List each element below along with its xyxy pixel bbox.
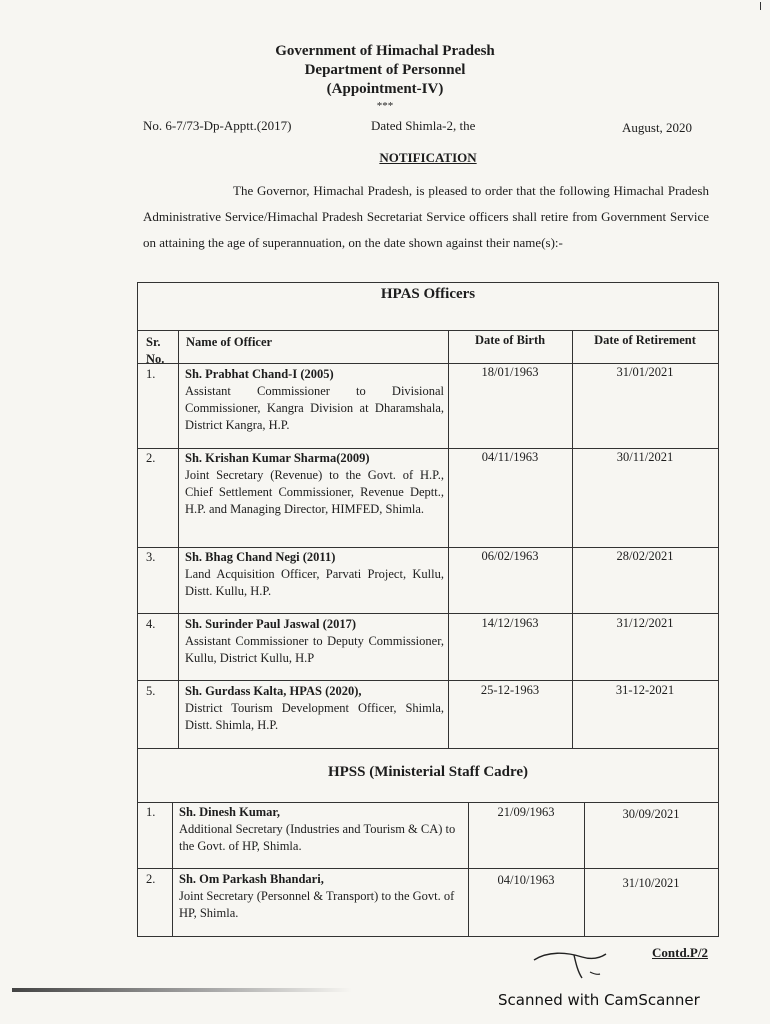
continued-note: Contd.P/2 xyxy=(652,945,708,960)
scan-edge-shadow xyxy=(12,988,352,992)
dated-place: Dated Shimla-2, the xyxy=(371,118,476,133)
officer-designation: Assistant Commissioner to Deputy Commissioner, Kullu, District Kullu, H.P xyxy=(185,634,444,665)
column-header-name: Name of Officer xyxy=(186,335,273,349)
column-header-dob: Date of Birth xyxy=(474,333,546,347)
date-of-birth: 04/11/1963 xyxy=(481,450,539,464)
officer-name: Sh. Surinder Paul Jaswal (2017) xyxy=(185,617,356,631)
column-header-dor: Date of Retirement xyxy=(594,333,696,347)
header-stars: *** xyxy=(376,100,394,112)
table-rule xyxy=(468,802,469,936)
section-title-hpas: HPAS Officers xyxy=(380,286,476,302)
officer-name: Sh. Om Parkash Bhandari, xyxy=(179,872,324,886)
table-rule xyxy=(138,868,718,869)
table-rule xyxy=(172,802,173,936)
date-of-retirement: 28/02/2021 xyxy=(616,549,674,563)
notification-body xyxy=(143,178,709,256)
officer-name: Sh. Prabhat Chand-I (2005) xyxy=(185,367,334,381)
officer-designation: Additional Secretary (Industries and Tourism & CA) to the Govt. of HP, Shimla. xyxy=(179,822,456,853)
officer-designation: Assistant Commissioner to Divisional Commissioner, Kangra Division at Dharamshala, District Kangra, H.P. xyxy=(185,384,444,432)
row-sr: 2. xyxy=(146,451,156,465)
officer-name: Sh. Bhag Chand Negi (2011) xyxy=(185,550,336,564)
date-of-retirement: 30/09/2021 xyxy=(622,807,680,821)
table-rule xyxy=(138,680,718,681)
dated-month: August, 2020 xyxy=(622,120,693,135)
table-rule xyxy=(138,330,718,331)
column-header-sr-no: Sr. No. xyxy=(146,335,165,366)
date-of-retirement: 31/01/2021 xyxy=(616,365,674,379)
header-line-branch: (Appointment-IV) xyxy=(326,81,444,97)
reference-number: No. 6-7/73-Dp-Apptt.(2017) xyxy=(143,118,292,133)
officers-table xyxy=(137,282,719,937)
notification-body-text: The Governor, Himachal Pradesh, is pleased to order that the following Himachal Pradesh Administrative Service/Himachal Pradesh Secretariat Service officers shall retire from Government Service on attaining the age of superannuation, on the date shown against their name(s):- xyxy=(143,183,709,250)
date-of-retirement: 31/10/2021 xyxy=(622,876,680,890)
officer-designation: District Tourism Development Officer, Shimla, Distt. Shimla, H.P. xyxy=(185,701,444,732)
row-sr: 1. xyxy=(146,805,156,819)
header-line-government: Government of Himachal Pradesh xyxy=(275,43,495,59)
date-of-birth: 04/10/1963 xyxy=(497,873,555,887)
table-rule xyxy=(138,802,718,803)
officer-designation: Land Acquisition Officer, Parvati Project, Kullu, Distt. Kullu, H.P. xyxy=(185,567,444,598)
officer-name: Sh. Krishan Kumar Sharma(2009) xyxy=(185,451,370,465)
header-line-department: Department of Personnel xyxy=(304,62,466,78)
officer-name: Sh. Gurdass Kalta, HPAS (2020), xyxy=(185,684,362,698)
date-of-retirement: 31-12-2021 xyxy=(615,683,675,697)
officer-name: Sh. Dinesh Kumar, xyxy=(179,805,280,819)
scan-edge-mark xyxy=(760,2,761,10)
date-of-retirement: 31/12/2021 xyxy=(616,616,674,630)
notification-title: NOTIFICATION xyxy=(379,150,477,165)
camscanner-watermark: Scanned with CamScanner xyxy=(498,991,700,1009)
signature xyxy=(530,948,610,982)
row-sr: 1. xyxy=(146,367,156,381)
table-rule xyxy=(178,330,179,748)
date-of-retirement: 30/11/2021 xyxy=(616,450,674,464)
row-sr: 5. xyxy=(146,684,156,698)
row-sr: 4. xyxy=(146,617,156,631)
officer-designation: Joint Secretary (Personnel & Transport) to the Govt. of HP, Shimla. xyxy=(179,889,455,920)
officer-designation: Joint Secretary (Revenue) to the Govt. of H.P., Chief Settlement Commissioner, Revenue Deptt., H.P. and Managing Director, HIMFED, Shimla. xyxy=(185,468,444,516)
date-of-birth: 25-12-1963 xyxy=(480,683,540,697)
date-of-birth: 21/09/1963 xyxy=(497,805,555,819)
row-sr: 2. xyxy=(146,872,156,886)
date-of-birth: 14/12/1963 xyxy=(481,616,539,630)
table-rule xyxy=(138,613,718,614)
table-rule xyxy=(138,748,718,749)
date-of-birth: 06/02/1963 xyxy=(481,549,539,563)
section-title-hpss: HPSS (Ministerial Staff Cadre) xyxy=(327,764,529,780)
date-of-birth: 18/01/1963 xyxy=(481,365,539,379)
row-sr: 3. xyxy=(146,550,156,564)
